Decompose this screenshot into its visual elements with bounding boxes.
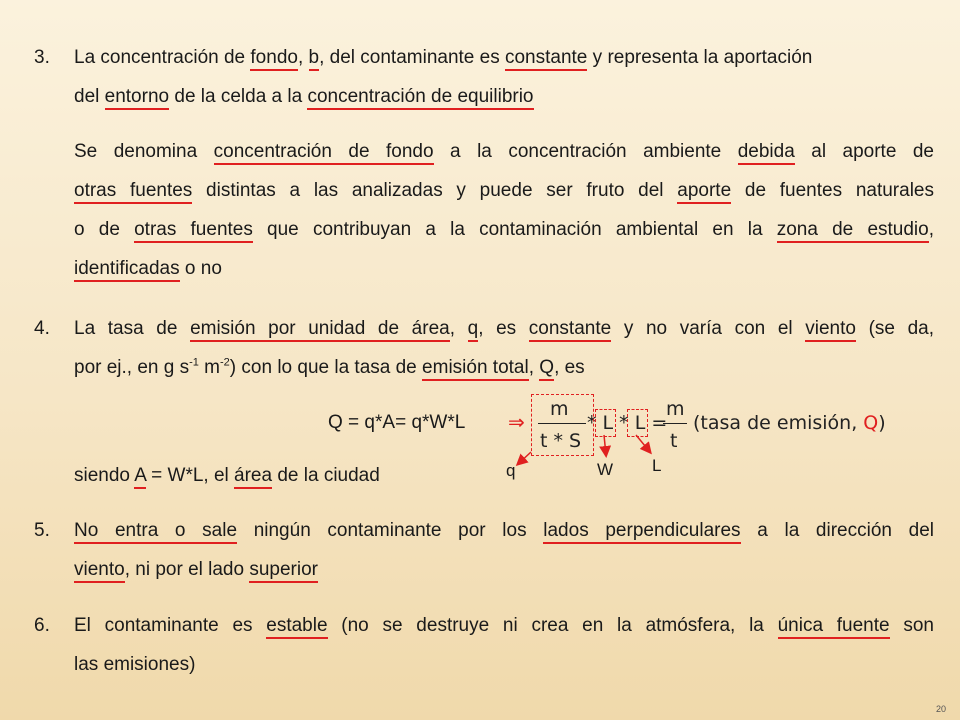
arrow-to-q (518, 452, 531, 464)
label-l: L (652, 456, 662, 475)
item-6-line-2: las emisiones) (74, 654, 196, 675)
implies-arrow: ⇒ (508, 410, 525, 434)
area-line: siendo A = W*L, el área de la ciudad (74, 457, 494, 495)
item-3-line-1: La concentración de fondo, b, del contaminante es constante y representa la aportación (74, 39, 934, 77)
times-ll: * L * L = (587, 412, 668, 434)
item-4-line-2: por ej., en g $s^{-1}$ $m^{-2}$) con lo que la tasa de emisión total, Q, es (74, 349, 934, 387)
label-w: W (597, 460, 614, 479)
formula-paren: (tasa de emisión, Q) (693, 412, 886, 434)
page-number: 20 (935, 704, 946, 714)
item-5-line-1: No entra o sale ningún contaminante por los lados perpendiculares a la dirección del (74, 512, 934, 550)
frac1-denominator: t * S (540, 430, 582, 452)
item-6-line-1: El contaminante es estable (no se destruye ni crea en la atmósfera, la única fuente son (74, 607, 934, 645)
frac2-numerator: m (666, 398, 685, 420)
label-q: q (506, 461, 516, 480)
arrow-to-w (604, 435, 606, 455)
fondo-para-line-1: Se denomina concentración de fondo a la concentración ambiente debida al aporte de (74, 133, 934, 171)
item-number-4: 4. (34, 318, 50, 339)
item-3-line-2: del entorno de la celda a la concentración de equilibrio (74, 78, 934, 116)
fondo-para-line-2: otras fuentes distintas a las analizadas y puede ser fruto del aporte de fuentes naturales (74, 172, 934, 210)
item-4-line-1: La tasa de emisión por unidad de área, q, es constante y no varía con el viento (se da, (74, 310, 934, 348)
frac1-numerator: m (550, 398, 569, 420)
arrow-to-l (636, 435, 650, 452)
frac2-denominator: t (670, 430, 678, 452)
item-5-line-2: viento, ni por el lado superior (74, 551, 934, 589)
formula-left: Q = q*A= q*W*L (328, 412, 466, 433)
item-number-3: 3. (34, 47, 50, 68)
item-number-5: 5. (34, 520, 50, 541)
item-number-6: 6. (34, 615, 50, 636)
fondo-para-line-4: identificadas o no (74, 250, 934, 288)
fondo-para-line-3: o de otras fuentes que contribuyan a la contaminación ambiental en la zona de estudio, (74, 211, 934, 249)
